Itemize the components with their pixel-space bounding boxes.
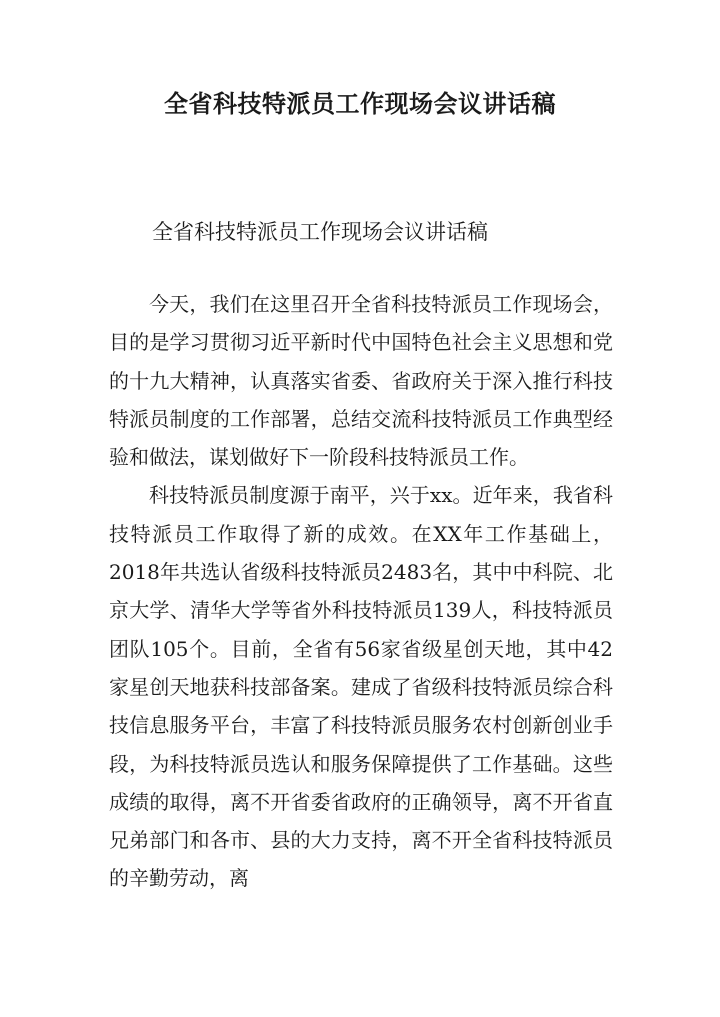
paragraph-2: 科技特派员制度源于南平，兴于xx。近年来，我省科技特派员工作取得了新的成效。在XX年工作基础上，2018年共选认省级科技特派员2483名，其中中科院、北京大学、清华大学等省外科技特派员139人，科技特派员团队105个。目前，全省有56家省级星创天地，其中42家星创天地获科技部备案。建成了省级科技特派员综合科技信息服务平台，丰富了科技特派员服务农村创新创业手段，为科技特派员选认和服务保障提供了工作基础。这些成绩的取得，离不开省委省政府的正确领导，离不开省直兄弟部门和各市、县的大力支持，离不开全省科技特派员的辛勤劳动，离 bbox=[109, 483, 613, 891]
document-subtitle: 全省科技特派员工作现场会议讲话稿 bbox=[152, 220, 488, 244]
document-body bbox=[109, 285, 613, 898]
document-title: 全省科技特派员工作现场会议讲话稿 bbox=[164, 90, 556, 118]
paragraph-1: 今天，我们在这里召开全省科技特派员工作现场会，目的是学习贯彻习近平新时代中国特色社会主义思想和党的十九大精神，认真落实省委、省政府关于深入推行科技特派员制度的工作部署，总结交流科技特派员工作典型经验和做法，谋划做好下一阶段科技特派员工作。 bbox=[109, 292, 613, 470]
